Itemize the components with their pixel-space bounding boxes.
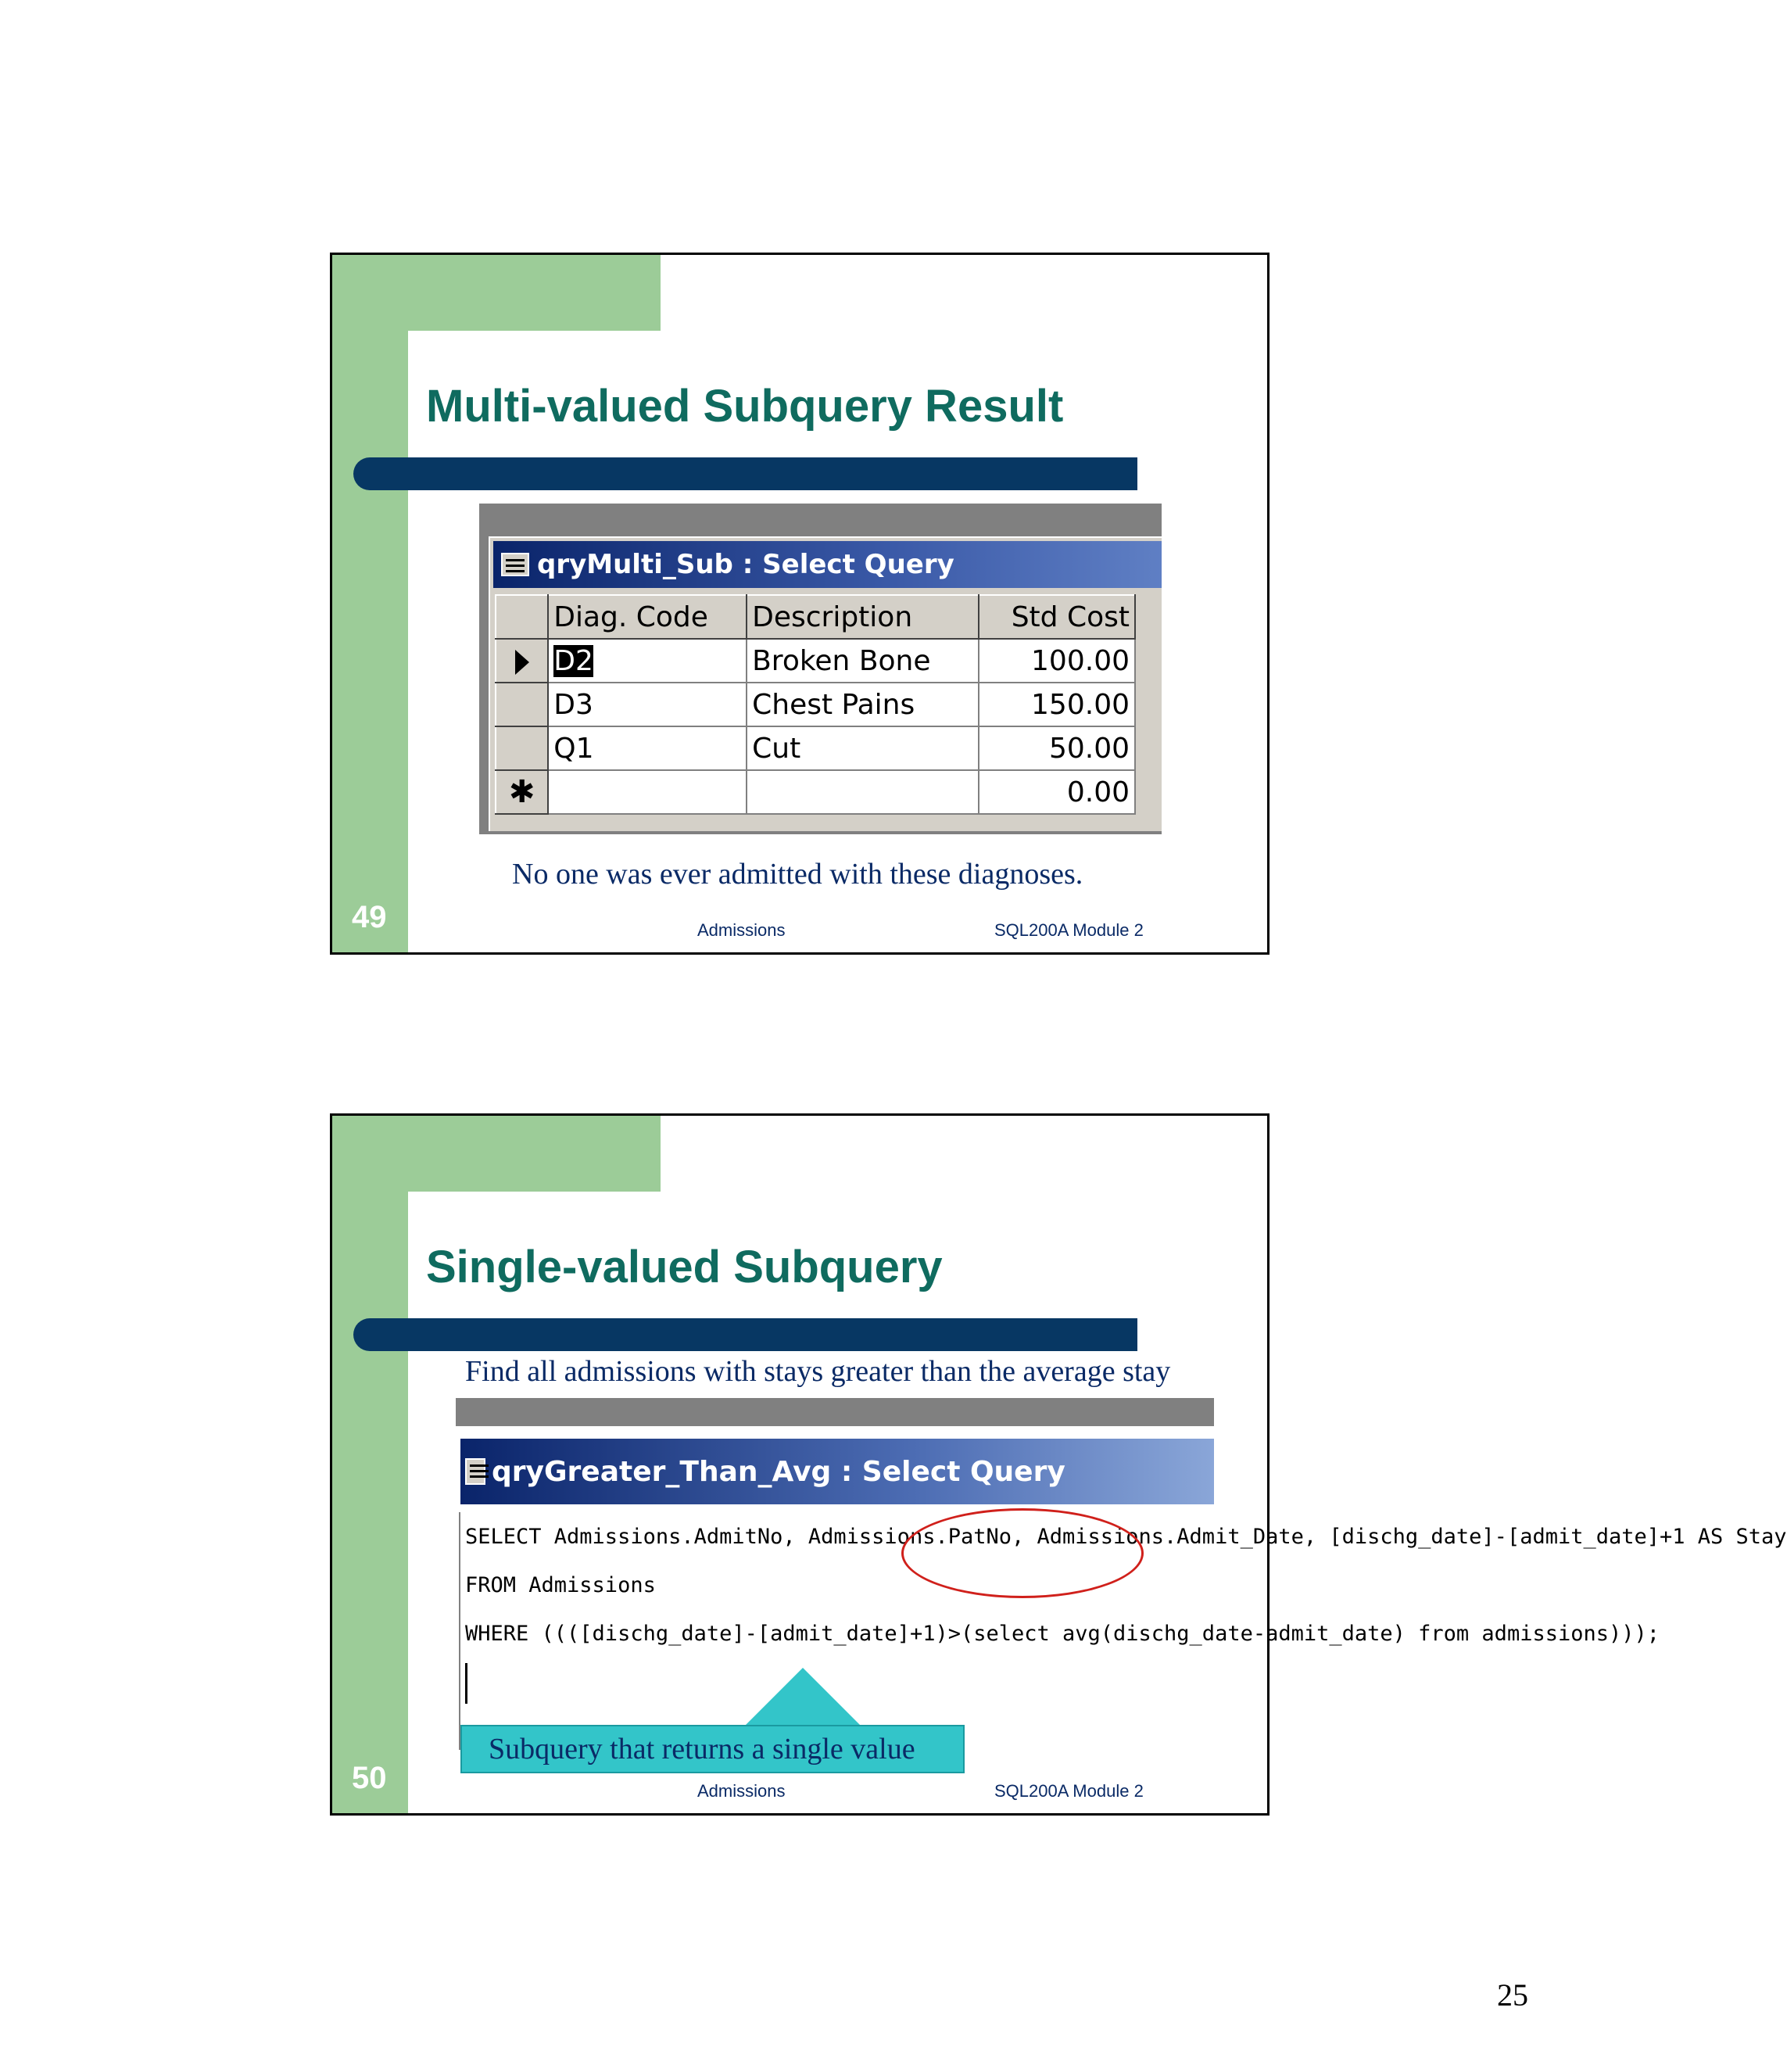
row-selector-new[interactable] [496, 770, 548, 814]
column-header-std-cost[interactable]: Std Cost [979, 595, 1135, 639]
header-row [496, 595, 1135, 639]
title-rule [353, 1318, 1137, 1351]
cell-description[interactable]: Broken Bone [747, 639, 979, 683]
current-record-arrow-icon [515, 650, 529, 675]
datasheet-window [479, 504, 1162, 834]
footer-center: Admissions [697, 1781, 786, 1801]
cell-diag-code[interactable] [548, 770, 747, 814]
sql-window-titlebar[interactable] [460, 1439, 1214, 1504]
cell-text-selected: D2 [553, 644, 593, 677]
slide-number: 49 [352, 900, 387, 934]
table-row [496, 726, 1135, 770]
cell-description[interactable] [747, 770, 979, 814]
cell-std-cost[interactable]: 0.00 [979, 770, 1135, 814]
highlight-ellipse [901, 1508, 1144, 1598]
row-selector[interactable] [496, 726, 548, 770]
sql-line: FROM Admissions [465, 1573, 656, 1597]
cell-std-cost[interactable]: 150.00 [979, 683, 1135, 726]
table-row [496, 639, 1135, 683]
cell-diag-code[interactable]: D3 [548, 683, 747, 726]
cell-description[interactable]: Chest Pains [747, 683, 979, 726]
column-header-description[interactable]: Description [747, 595, 979, 639]
title-rule [353, 457, 1137, 490]
footer-right: SQL200A Module 2 [994, 1781, 1144, 1801]
sql-cursor-line [465, 1661, 1209, 1709]
column-header-diag-code[interactable]: Diag. Code [548, 595, 747, 639]
cell-diag-code[interactable]: Q1 [548, 726, 747, 770]
query-icon [465, 1458, 485, 1485]
sql-line: WHERE ((([dischg_date]-[admit_date]+1)>(select avg(dischg_date-admit_date) from admissions))); [465, 1622, 1660, 1646]
sql-window-title: qryGreater_Than_Avg : Select Query [492, 1455, 1065, 1488]
datasheet-icon [501, 553, 529, 576]
slide-corner-decoration [408, 1192, 455, 1239]
slide-sidebar [332, 1116, 408, 1813]
slide-title: Single-valued Subquery [426, 1242, 943, 1292]
footer-right: SQL200A Module 2 [994, 920, 1144, 940]
row-selector[interactable] [496, 683, 548, 726]
slide-49 [330, 253, 1270, 955]
datasheet-grid [495, 594, 1136, 815]
cell-std-cost[interactable]: 50.00 [979, 726, 1135, 770]
cell-description[interactable]: Cut [747, 726, 979, 770]
slide-header-block [332, 1116, 661, 1192]
row-selector-current[interactable] [496, 639, 548, 683]
datasheet-title: qryMulti_Sub : Select Query [537, 549, 954, 580]
new-record-star-icon: ✱ [508, 774, 535, 810]
cell-diag-code[interactable] [548, 639, 747, 683]
table-row [496, 683, 1135, 726]
page-number: 25 [1497, 1977, 1528, 2013]
new-record-row [496, 770, 1135, 814]
sql-window-gray-bar [456, 1398, 1214, 1426]
slide-50 [330, 1113, 1787, 1816]
text-cursor [465, 1663, 467, 1704]
slide-caption: No one was ever admitted with these diagnoses. [512, 858, 1083, 891]
sql-view-window [456, 1398, 1787, 1766]
slide-corner-decoration [408, 331, 455, 378]
slide-header-block [332, 255, 661, 331]
footer-center: Admissions [697, 920, 786, 940]
slide-title: Multi-valued Subquery Result [426, 381, 1064, 432]
slide-caption: Find all admissions with stays greater than the average stay [465, 1355, 1171, 1388]
sql-line: SELECT Admissions.AdmitNo, Admissions.PatNo, Admissions.Admit_Date, [dischg_date]-[admit_date]+1 AS Stay [465, 1525, 1787, 1549]
slide-number: 50 [352, 1761, 387, 1795]
datasheet-frame [489, 536, 1162, 831]
row-selector-header[interactable] [496, 595, 548, 639]
callout-box: Subquery that returns a single value [460, 1725, 965, 1773]
slide-sidebar [332, 255, 408, 952]
cell-std-cost[interactable]: 100.00 [979, 639, 1135, 683]
datasheet-titlebar[interactable] [493, 541, 1162, 588]
